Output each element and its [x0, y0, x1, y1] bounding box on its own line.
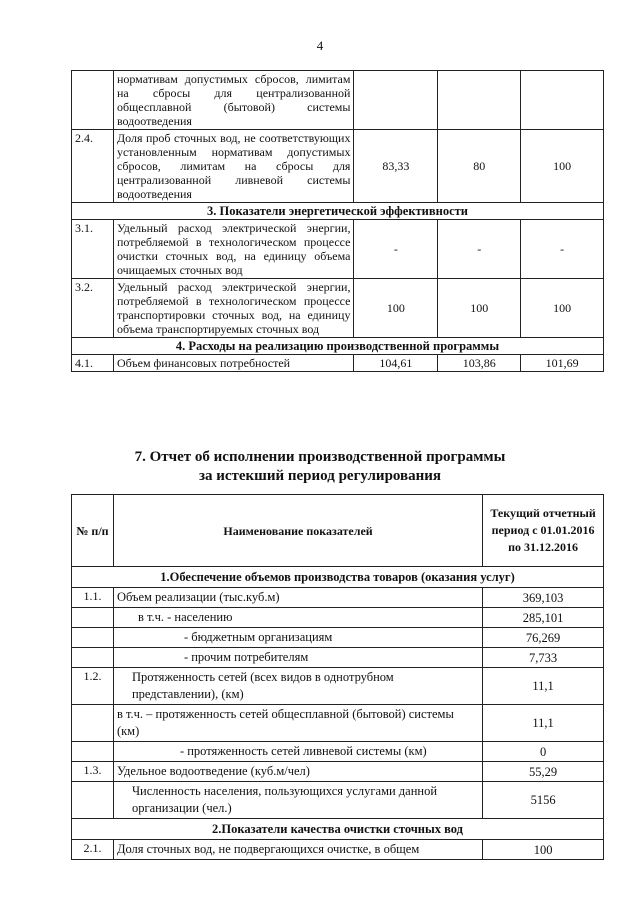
header-num: № п/п	[72, 495, 114, 567]
row-number	[72, 628, 114, 648]
value-cell: 285,101	[483, 608, 604, 628]
value-cell: -	[354, 220, 438, 279]
value-cell: 100	[521, 279, 604, 338]
indicator-name: Объем реализации (тыс.куб.м)	[113, 588, 482, 608]
table-row	[72, 588, 604, 608]
value-cell: 100	[354, 279, 438, 338]
indicator-name: - протяженность сетей ливневой системы (км)	[113, 742, 482, 762]
table-row	[72, 742, 604, 762]
page-number: 4	[316, 38, 324, 53]
row-number	[72, 705, 114, 742]
row-number: 3.1.	[72, 220, 114, 279]
header-period: Текущий отчетный период с 01.01.2016 по 31.12.2016	[483, 495, 604, 567]
value-cell: 11,1	[483, 668, 604, 705]
section-heading: 1.Обеспечение объемов производства товаров (оказания услуг)	[72, 567, 604, 588]
row-number: 1.1.	[72, 588, 114, 608]
table-row	[72, 782, 604, 819]
section-row	[72, 567, 604, 588]
table-row	[72, 705, 604, 742]
row-number: 1.2.	[72, 668, 114, 705]
value-cell	[521, 71, 604, 130]
value-cell: 100	[483, 840, 604, 860]
row-number	[72, 742, 114, 762]
row-number	[72, 648, 114, 668]
value-cell: 11,1	[483, 705, 604, 742]
indicator-name: Удельный расход электрической энергии, потребляемой в технологическом процессе транспортировки сточных вод, на единицу объема транспортируемых сточных вод	[113, 279, 354, 338]
report-table-header	[72, 495, 604, 567]
value-cell: 80	[438, 130, 521, 203]
value-cell	[438, 71, 521, 130]
section-heading: 2.Показатели качества очистки сточных вод	[72, 819, 604, 840]
indicator-name: Доля проб сточных вод, не соответствующих установленным нормативам допустимых сбросов, лимитам на сбросы для централизованной ливневой системы водоотведения	[113, 130, 354, 203]
indicator-name: Доля сточных вод, не подвергающихся очистке, в общем	[113, 840, 482, 860]
row-number	[72, 782, 114, 819]
table-row	[72, 220, 604, 279]
section-title	[0, 448, 640, 486]
table-row	[72, 608, 604, 628]
value-cell: -	[438, 220, 521, 279]
indicator-name: Удельное водоотведение (куб.м/чел)	[113, 762, 482, 782]
row-number	[72, 71, 114, 130]
indicator-name: Удельный расход электрической энергии, потребляемой в технологическом процессе очистки сточных вод, на единицу объема очищаемых сточных вод	[113, 220, 354, 279]
value-cell: 369,103	[483, 588, 604, 608]
table-row	[72, 71, 604, 130]
row-number: 4.1.	[72, 355, 114, 372]
section-heading: 3. Показатели энергетической эффективности	[72, 203, 604, 220]
indicators-table	[71, 70, 604, 372]
indicator-name: - прочим потребителям	[113, 648, 482, 668]
section-row	[72, 203, 604, 220]
row-number: 2.1.	[72, 840, 114, 860]
indicator-name: - бюджетным организациям	[113, 628, 482, 648]
value-cell	[354, 71, 438, 130]
row-number: 2.4.	[72, 130, 114, 203]
section-row	[72, 819, 604, 840]
value-cell: 104,61	[354, 355, 438, 372]
value-cell: 76,269	[483, 628, 604, 648]
value-cell: -	[521, 220, 604, 279]
indicator-name: Объем финансовых потребностей	[113, 355, 354, 372]
table-row	[72, 668, 604, 705]
section-heading: 4. Расходы на реализацию производственной программы	[72, 338, 604, 355]
section-title-line1: 7. Отчет об исполнении производственной программы	[134, 449, 506, 465]
value-cell: 55,29	[483, 762, 604, 782]
table-row	[72, 628, 604, 648]
value-cell: 101,69	[521, 355, 604, 372]
section-title-line2: за истекший период регулирования	[198, 468, 442, 484]
indicator-name: в т.ч. – протяженность сетей общесплавной (бытовой) системы (км)	[113, 705, 482, 742]
value-cell: 103,86	[438, 355, 521, 372]
table-row	[72, 762, 604, 782]
section-row	[72, 338, 604, 355]
table-row	[72, 840, 604, 860]
value-cell: 100	[521, 130, 604, 203]
row-number	[72, 608, 114, 628]
table-row	[72, 648, 604, 668]
indicator-name: нормативам допустимых сбросов, лимитам на сбросы для централизованной общесплавной (бытовой) системы водоотведения	[113, 71, 354, 130]
value-cell: 0	[483, 742, 604, 762]
table-row	[72, 130, 604, 203]
value-cell: 5156	[483, 782, 604, 819]
row-number: 3.2.	[72, 279, 114, 338]
table-row	[72, 355, 604, 372]
header-name: Наименование показателей	[113, 495, 482, 567]
value-cell: 7,733	[483, 648, 604, 668]
indicator-name: в т.ч. - населению	[113, 608, 482, 628]
table-row	[72, 279, 604, 338]
value-cell: 100	[438, 279, 521, 338]
indicator-name: Протяженность сетей (всех видов в однотрубном представлении), (км)	[113, 668, 482, 705]
row-number: 1.3.	[72, 762, 114, 782]
indicator-name: Численность населения, пользующихся услугами данной организации (чел.)	[113, 782, 482, 819]
report-table	[71, 494, 604, 860]
value-cell: 83,33	[354, 130, 438, 203]
